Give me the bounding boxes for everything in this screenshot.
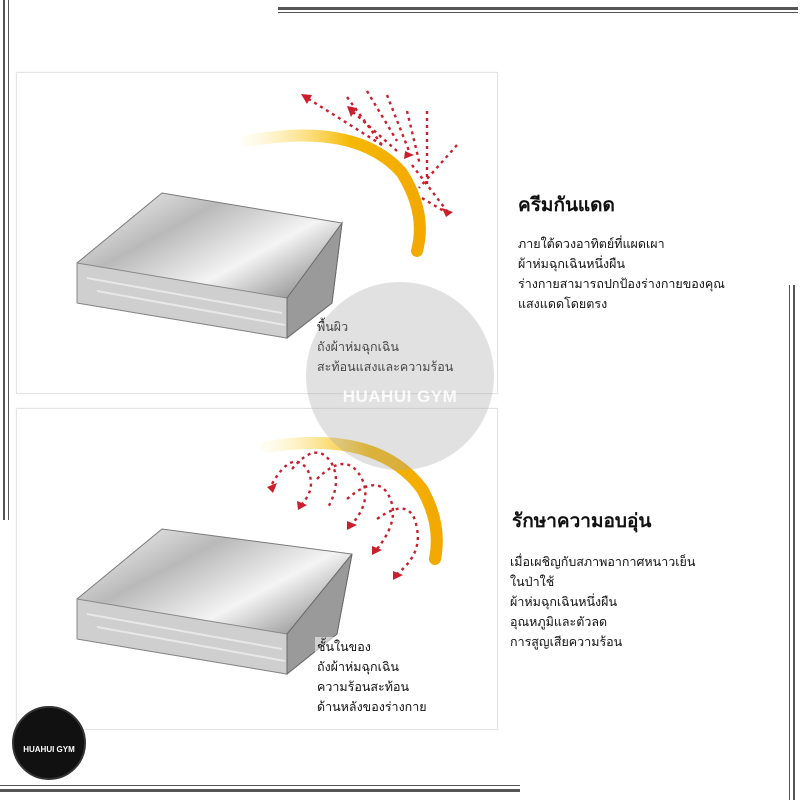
caption-line: ถังผ้าห่มฉุกเฉิน (317, 659, 399, 674)
frame-line-top-thin (278, 12, 798, 13)
caption-line: ความร้อนสะท้อน (317, 679, 410, 694)
frame-line-bottom-thin (0, 785, 520, 786)
section-warm-body (510, 552, 695, 652)
caption-line: ด้านหลังของร่างกาย (317, 699, 427, 714)
frame-line-top (278, 7, 798, 10)
body-line: แสงแดดโดยตรง (518, 296, 608, 311)
section-sun-body (518, 234, 725, 314)
section-warm-title: รักษาความอบอุ่น (512, 510, 652, 532)
frame-line-right-thin (789, 285, 790, 800)
body-line: การสูญเสียความร้อน (510, 634, 623, 649)
body-line: เมื่อเผชิญกับสภาพอากาศหนาวเย็น (510, 554, 696, 569)
brand-logo-text: HUAHUI GYM (23, 745, 75, 754)
caption-line: พื้นผิว (317, 319, 349, 334)
caption-line: ชั้นในของ (317, 639, 371, 654)
body-line: ในป่าใช้ (510, 574, 555, 589)
caption-bottom (315, 637, 429, 717)
section-sun-title: ครีมกันแดด (518, 194, 615, 216)
frame-line-bottom (0, 789, 520, 792)
watermark-text: HUAHUI GYM (342, 387, 458, 406)
body-line: ร่างกายสามารถปกป้องร่างกายของคุณ (518, 276, 725, 291)
watermark-logo (306, 282, 494, 470)
body-line: ภายใต้ดวงอาทิตย์ที่แผดเผา (518, 236, 665, 251)
frame-line-left-thin (8, 0, 9, 520)
body-line: อุณหภูมิและตัวลด (510, 614, 608, 629)
caption-line: ถังผ้าห่มฉุกเฉิน (317, 339, 399, 354)
body-line: ผ้าห่มฉุกเฉินหนึ่งผืน (518, 256, 625, 271)
frame-line-right (793, 285, 795, 800)
caption-line: สะท้อนแสงและความร้อน (317, 359, 454, 374)
body-line: ผ้าห่มฉุกเฉินหนึ่งผืน (510, 594, 617, 609)
frame-line-left (3, 0, 5, 520)
brand-logo (12, 706, 86, 780)
